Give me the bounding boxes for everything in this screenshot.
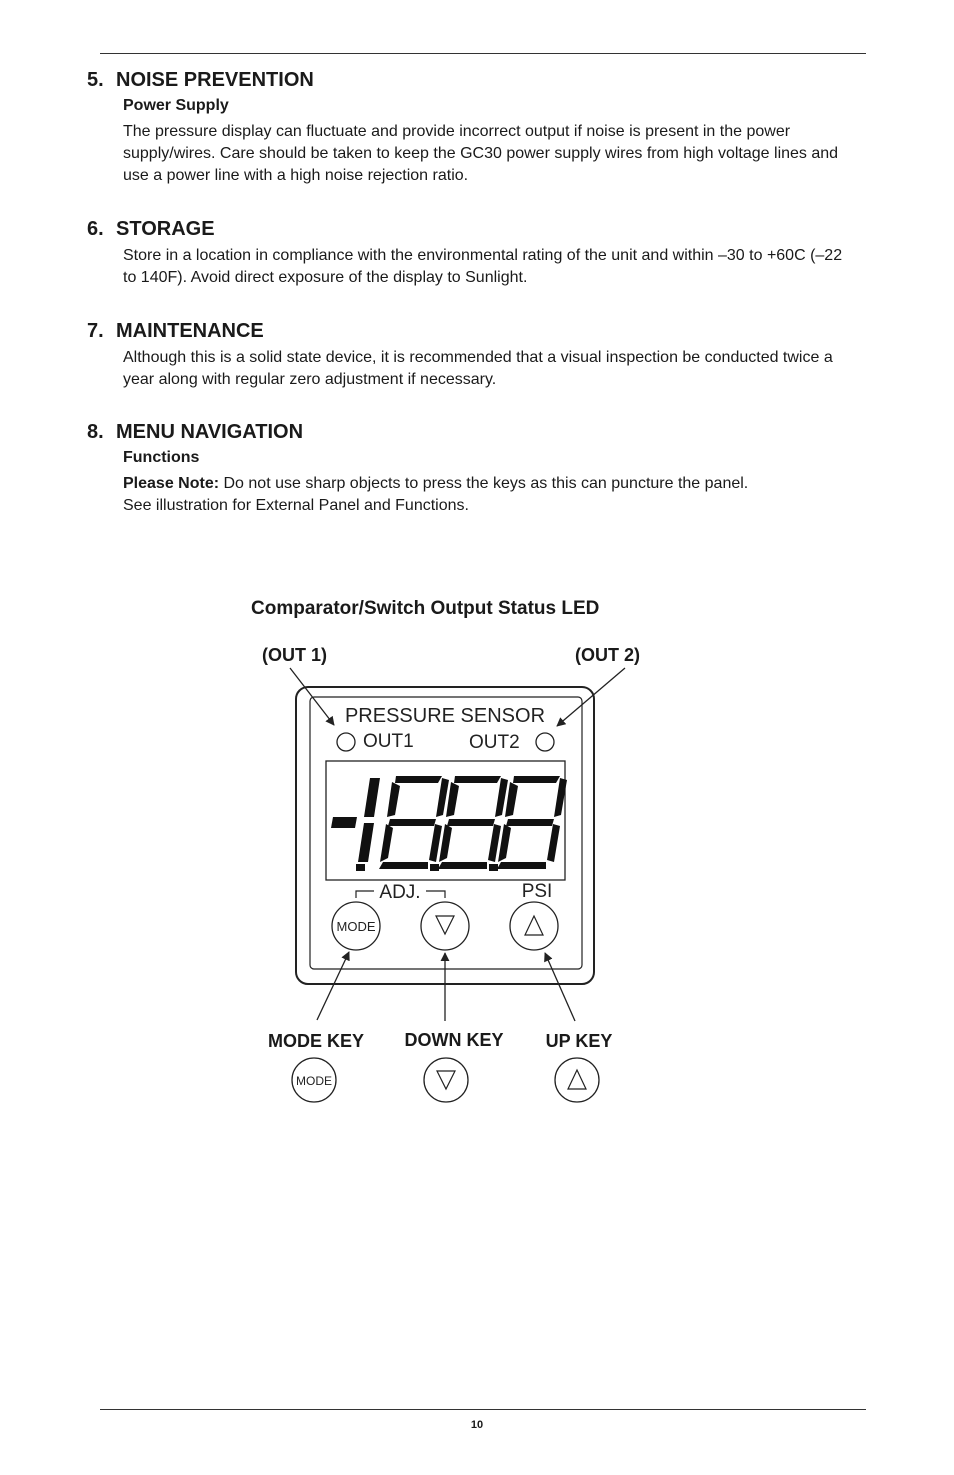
up-key-label: UP KEY [545,1031,613,1051]
digit-8 [497,776,567,869]
figure-title: Comparator/Switch Output Status LED [251,598,600,619]
panel-down-button[interactable] [421,902,469,950]
up-key-arrow [545,953,575,1021]
legend-up-key [555,1058,599,1102]
section-heading: 6. STORAGE [87,218,215,240]
out2-led-label: OUT2 [469,732,520,753]
subheading-functions: Functions [123,449,200,466]
panel-label: PRESSURE SENSOR [344,705,546,727]
out2-callout-label: (OUT 2) [575,645,640,665]
mode-key-arrow [317,952,349,1020]
note-text: Do not use sharp objects to press the keys as this can puncture the panel. [219,475,749,492]
paragraph: The pressure display can fluctuate and provide incorrect output if noise is present in the power supply/wires. Care should be taken to keep the GC30 power supply wires from high voltage lines and use a power line with a high noise rejection ratio. [123,123,839,184]
legend-mode-text: MODE [296,1074,332,1088]
mode-button-text: MODE [336,919,376,934]
psi-label: PSI [521,881,553,902]
out1-led-label: OUT1 [363,731,414,752]
down-key-label: DOWN KEY [404,1030,504,1050]
legend-mode-key [292,1058,336,1102]
page-number: 10 [470,1419,484,1431]
legend-down-key [424,1058,468,1102]
panel-mode-button[interactable] [332,902,380,950]
subheading-power-supply: Power Supply [123,97,229,114]
section-heading: 8. MENU NAVIGATION [87,421,304,443]
note-label: Please Note: [123,475,220,492]
section-heading: 5. NOISE PREVENTION [87,69,314,91]
out1-led-icon [337,733,355,751]
out2-led-icon [536,733,554,751]
panel-up-button[interactable] [510,902,558,950]
digit-8 [438,776,508,871]
paragraph: Although this is a solid state device, it is recommended that a visual inspection be conducted twice a year along with regular zero adjustment if necessary. [123,349,833,388]
digit-8 [379,776,449,871]
section-heading: 7. MAINTENANCE [87,320,264,342]
footer-rule [100,1409,866,1410]
mode-key-label: MODE KEY [267,1031,365,1051]
adj-label: ADJ. [379,882,421,903]
out1-callout-label: (OUT 1) [262,645,327,665]
paragraph: Store in a location in compliance with the environmental rating of the unit and within –30 to +60C (–22 to 140F). Avoid direct exposure of the display to Sunlight. [123,247,843,286]
lcd-display [326,761,567,880]
note-text-2: See illustration for External Panel and Functions. [123,497,469,514]
